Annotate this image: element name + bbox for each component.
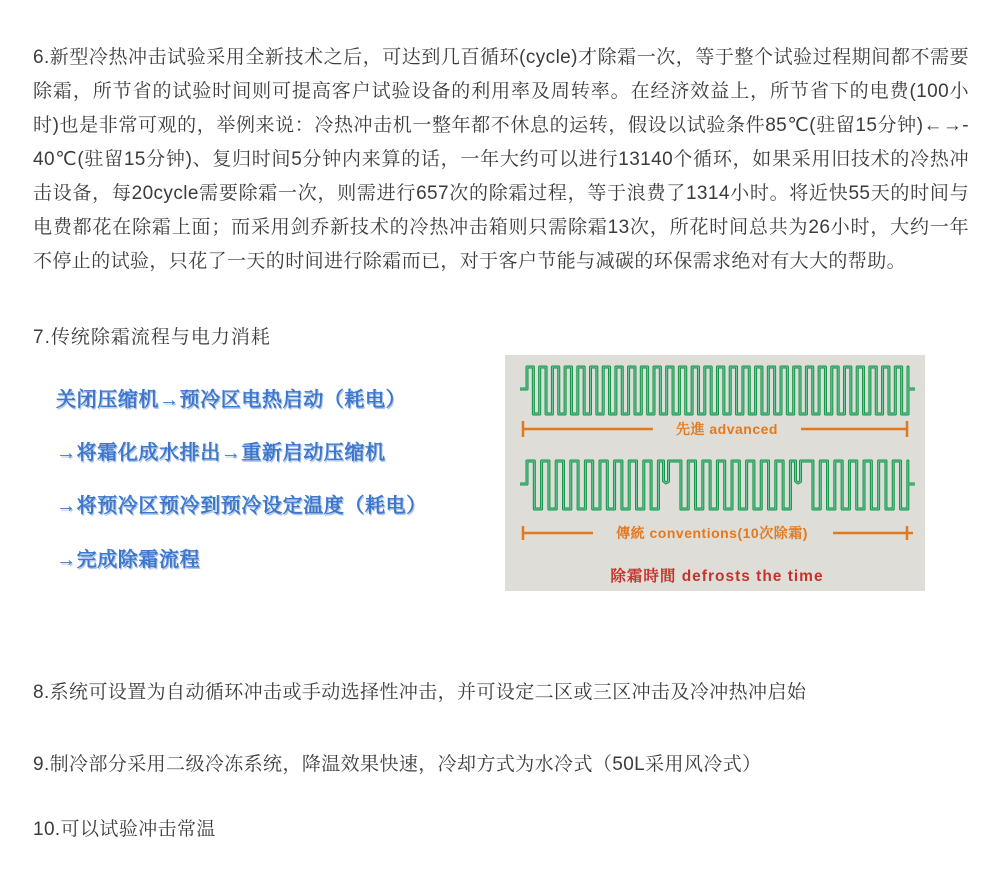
diagram-background xyxy=(505,355,925,591)
flow-step-3: →将预冷区预冷到预冷设定温度（耗电） xyxy=(56,495,427,517)
defrost-comparison-diagram xyxy=(505,355,925,591)
heading-item-7: 7.传统除霜流程与电力消耗 xyxy=(33,327,271,348)
flow-step-4: →完成除霜流程 xyxy=(56,549,201,571)
paragraph-item-9: 9.制冷部分采用二级冷冻系统，降温效果快速，冷却方式为水冷式（50L采用风冷式） xyxy=(33,754,762,775)
defrost-time-caption: 除霜時間 defrosts the time xyxy=(610,568,824,585)
conventional-label: 傳統 conventions(10次除霜) xyxy=(616,525,808,541)
advanced-label: 先進 advanced xyxy=(676,421,778,437)
paragraph-item-6: 6.新型冷热冲击试验采用全新技术之后，可达到几百循环(cycle)才除霜一次，等于整个试验过程期间都不需要除霜，所节省的试验时间则可提高客户试验设备的利用率及周转率。在经济效益上，所节省下的电费(100小时)也是非常可观的，举例来说：冷热冲击机一整年都不休息的运转，假设以试验条件85℃(驻留15分钟)←→-40℃(驻留15分钟)、复归时间5分钟内来算的话，一年大约可以进行13140个循环，如果采用旧技术的冷热冲击设备，每20cycle需要除霜一次，则需进行657次的除霜过程，等于浪费了1314小时。将近快55天的时间与电费都花在除霜上面；而采用剑乔新技术的冷热冲击箱则只需除霜13次，所花时间总共为26小时，大约一年不停止的试验，只花了一天的时间进行除霜而已，对于客户节能与减碳的环保需求绝对有大大的帮助。 xyxy=(33,47,969,272)
paragraph-item-10: 10.可以试验冲击常温 xyxy=(33,819,216,840)
flow-step-1: 关闭压缩机→预冷区电热启动（耗电） xyxy=(56,389,407,411)
paragraph-item-8: 8.系统可设置为自动循环冲击或手动选择性冲击，并可设定二区或三区冲击及冷冲热冲启始 xyxy=(33,682,807,703)
flow-step-2: →将霜化成水排出→重新启动压缩机 xyxy=(56,442,386,464)
